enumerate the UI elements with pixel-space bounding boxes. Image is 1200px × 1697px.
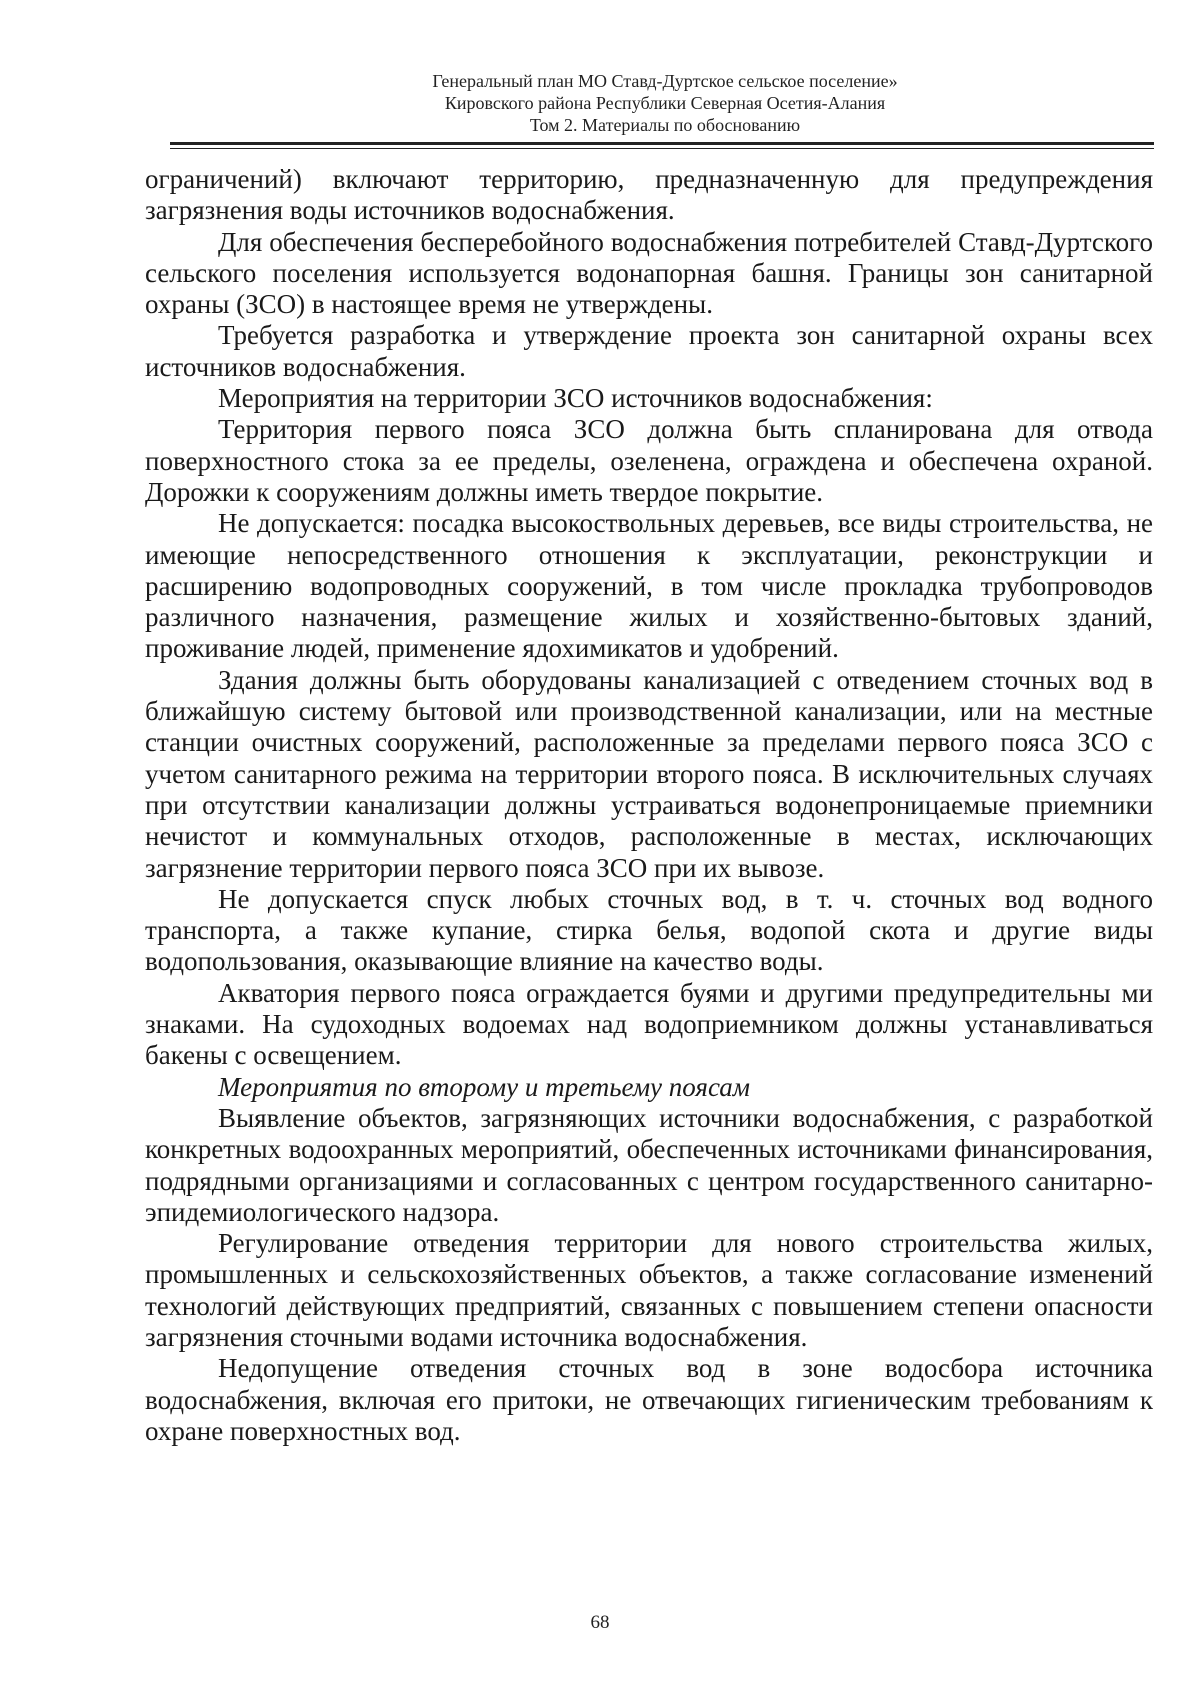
paragraph: Мероприятия на территории ЗСО источников водоснабжения: (218, 383, 933, 414)
paragraph: Регулирование отведения территории для нового строительства жилых, промышленных и сельскохозяйственных объектов, а также согласование изменений технологий действующих предприятий, связанных с повышением степени опасности загрязнения сточными водами источника водоснабжения. (145, 1228, 1153, 1352)
header-region-line: Кировского района Республики Северная Осетия-Алания (444, 93, 886, 113)
page-number: 68 (590, 1612, 610, 1633)
paragraph: Не допускается: посадка высокоствольных деревьев, все виды строительства, не имеющие непосредственного отношения к эксплуатации, реконструкции и расширению водопроводных сооружений, в том числе прокладка трубопроводов различного назначения, размещение жилых и хозяйственно-бытовых зданий, проживание людей, применение ядохимикатов и удобрений. (145, 508, 1153, 664)
page-header (170, 70, 1160, 136)
paragraph: Недопущение отведения сточных вод в зоне водосбора источника водоснабжения, включая его притоки, не отвечающих гигиеническим требованиям к охране поверхностных вод. (145, 1353, 1153, 1446)
header-volume-line: Том 2. Материалы по обоснованию (529, 115, 801, 135)
header-title-line: Генеральный план МО Ставд-Дуртское сельское поселение» (432, 71, 898, 91)
header-divider-thin (170, 148, 1154, 149)
paragraph: Не допускается спуск любых сточных вод, в т. ч. сточных вод водного транспорта, а также купание, стирка белья, водопой скота и другие виды водопользования, оказывающие влияние на качество воды. (145, 883, 1153, 977)
section-subheading: Мероприятия по второму и третьему поясам (218, 1071, 750, 1102)
header-divider-thick (170, 142, 1154, 145)
paragraph: Для обеспечения бесперебойного водоснабжения потребителей Ставд-Дуртского сельского поселения используется водонапорная башня. Границы зон санитарной охраны (ЗСО) в настоящее время не утверждены. (145, 226, 1153, 320)
document-body (145, 164, 1153, 1447)
paragraph: Здания должны быть оборудованы канализацией с отведением сточных вод в ближайшую систему бытовой или производственной канализации, или на местные станции очистных сооружений, расположенные за пределами первого пояса ЗСО с учетом санитарного режима на территории второго пояса. В исключительных случаях при отсутствии канализации должны устраиваться водонепроницаемые приемники нечистот и коммунальных отходов, расположенные в местах, исключающих загрязнение территории первого пояса ЗСО при их вывозе. (145, 664, 1153, 883)
paragraph: Акватория первого пояса ограждается буями и другими предупредительны ми знаками. На судоходных водоемах над водоприемником должны устанавливаться бакены с освещением. (145, 977, 1153, 1071)
paragraph: Территория первого пояса ЗСО должна быть спланирована для отвода поверхностного стока за ее пределы, озеленена, ограждена и обеспечена охраной. Дорожки к сооружениям должны иметь твердое покрытие. (145, 414, 1153, 507)
paragraph: Выявление объектов, загрязняющих источники водоснабжения, с разработкой конкретных водоохранных мероприятий, обеспеченных источниками финансирования, подрядными организациями и согласованных с центром государственного санитарно-эпидемиологического надзора. (145, 1102, 1153, 1227)
paragraph: ограничений) включают территорию, предназначенную для предупреждения загрязнения воды источников водоснабжения. (145, 164, 1153, 226)
paragraph: Требуется разработка и утверждение проекта зон санитарной охраны всех источников водоснабжения. (145, 320, 1153, 382)
